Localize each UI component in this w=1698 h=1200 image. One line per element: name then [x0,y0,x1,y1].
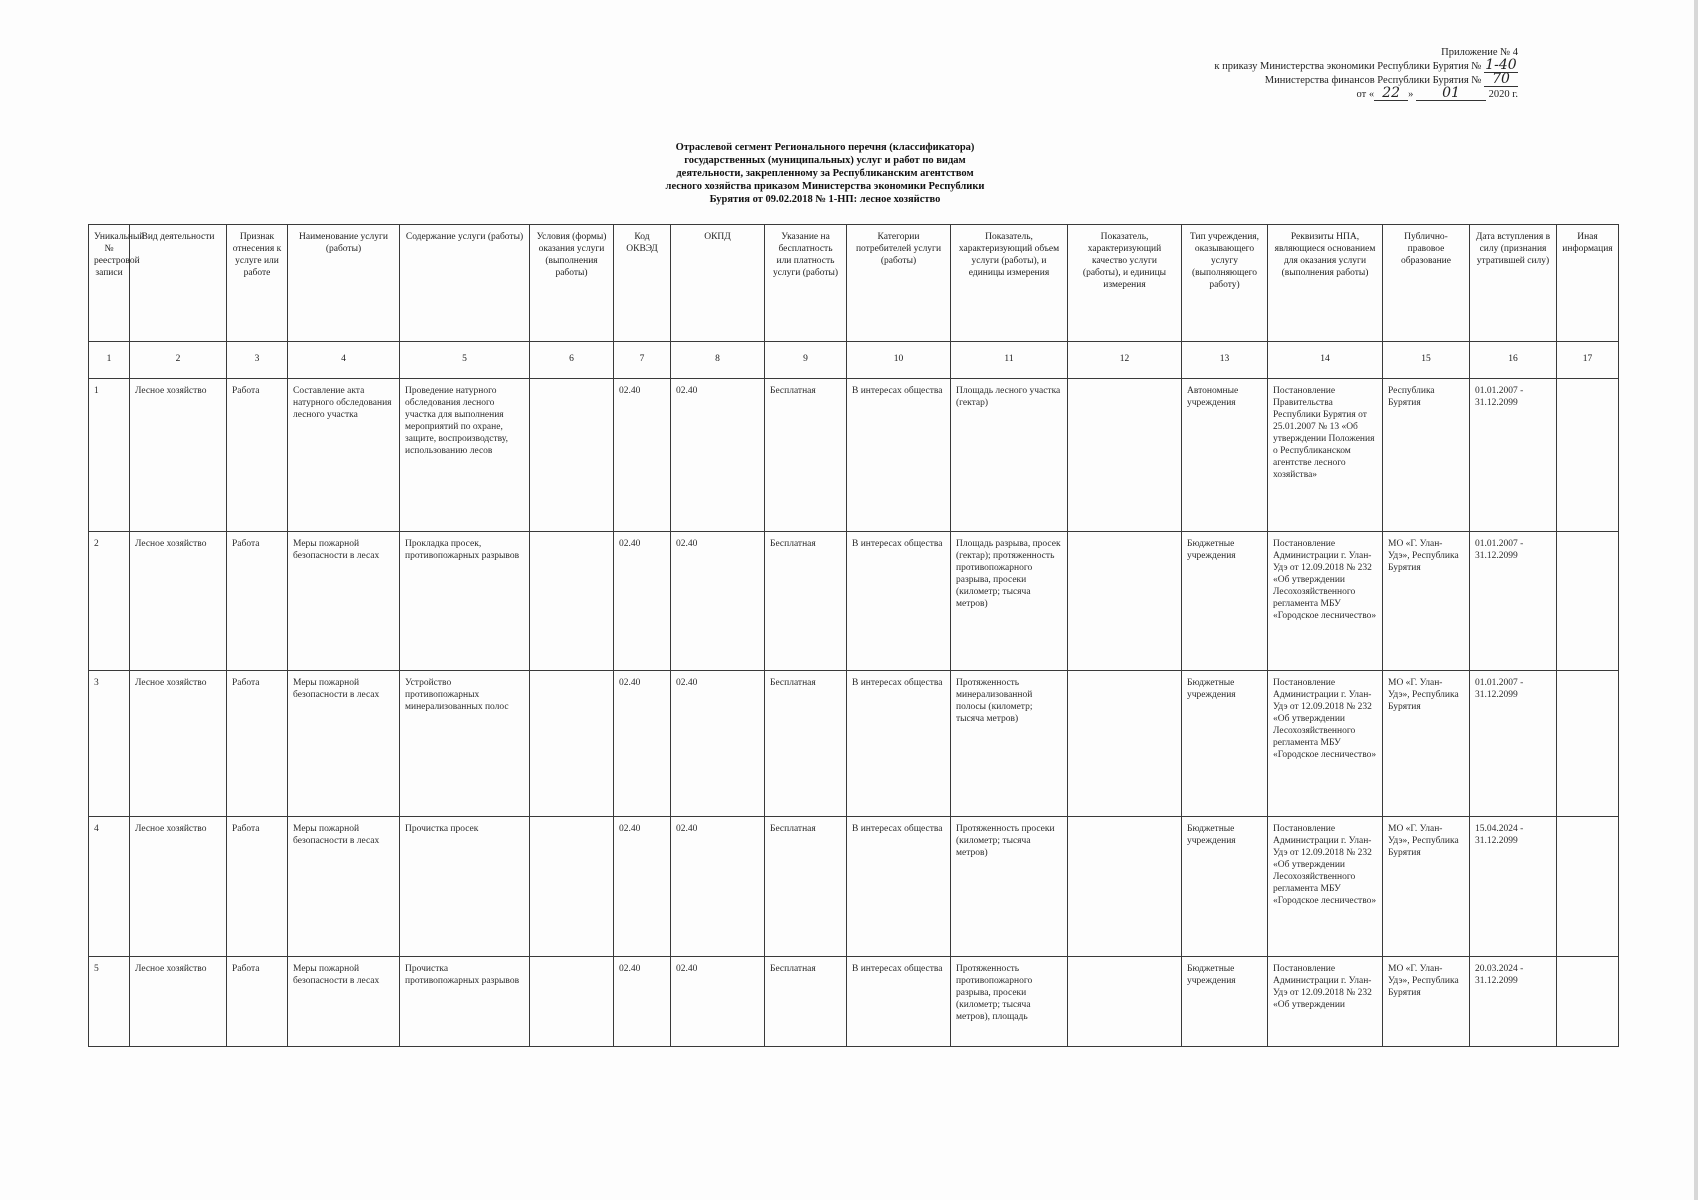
cell-id: 1 [89,379,130,532]
appendix-line-2 [1214,59,1518,73]
cell-name: Меры пожарной безопасности в лесах [288,671,400,817]
column-number: 12 [1068,342,1182,379]
cell-entity: МО «Г. Улан-Удэ», Республика Бурятия [1383,817,1470,957]
cell-other [1557,817,1619,957]
cell-npa: Постановление Администрации г. Улан-Удэ от 12.09.2018 № 232 «Об утверждении [1268,957,1383,1047]
cell-okpd: 02.40 [671,957,765,1047]
cell-other [1557,532,1619,671]
cell-okved: 02.40 [614,532,671,671]
cell-institution: Бюджетные учреждения [1182,671,1268,817]
cell-entity: МО «Г. Улан-Удэ», Республика Бурятия [1383,532,1470,671]
appendix-line-1: Приложение № 4 [1441,47,1518,58]
header-row [89,225,1619,342]
handwritten-day: 22 [1374,87,1408,101]
date-mid: » [1408,89,1414,100]
table-row [89,957,1619,1047]
table-row [89,379,1619,532]
column-number: 1 [89,342,130,379]
cell-conditions [530,671,614,817]
column-header: Иная информация [1557,225,1619,342]
cell-npa: Постановление Правительства Республики Бурятия от 25.01.2007 № 13 «Об утверждении Положения о Республиканском агентстве лесного хозяйства» [1268,379,1383,532]
column-header: Вид деятельности [130,225,227,342]
document-title [610,141,1040,206]
cell-okved: 02.40 [614,817,671,957]
cell-date: 01.01.2007 - 31.12.2099 [1470,671,1557,817]
column-number: 15 [1383,342,1470,379]
column-header: Категории потребителей услуги (работы) [847,225,951,342]
cell-type: Работа [227,379,288,532]
cell-quality [1068,532,1182,671]
cell-volume: Протяженность противопожарного разрыва, просеки (километр; тысяча метров), площадь [951,957,1068,1047]
cell-content: Прочистка противопожарных разрывов [400,957,530,1047]
cell-activity: Лесное хозяйство [130,532,227,671]
column-number: 9 [765,342,847,379]
cell-volume: Площадь разрыва, просек (гектар); протяженность противопожарного разрыва, просеки (километр; тысяча метров) [951,532,1068,671]
appendix-order-finance: Министерства финансов Республики Бурятия № [1264,75,1482,86]
cell-paid: Бесплатная [765,379,847,532]
cell-other [1557,671,1619,817]
column-number: 10 [847,342,951,379]
column-number: 6 [530,342,614,379]
cell-entity: МО «Г. Улан-Удэ», Республика Бурятия [1383,671,1470,817]
appendix-order-economy: к приказу Министерства экономики Республики Бурятия № [1214,61,1482,72]
appendix-header [1214,46,1518,101]
column-number: 11 [951,342,1068,379]
cell-npa: Постановление Администрации г. Улан-Удэ от 12.09.2018 № 232 «Об утверждении Лесохозяйственного регламента МБУ «Городское лесничество» [1268,671,1383,817]
handwritten-month: 01 [1416,87,1486,101]
cell-activity: Лесное хозяйство [130,379,227,532]
cell-okved: 02.40 [614,957,671,1047]
column-header: Публично-правовое образование [1383,225,1470,342]
table-row [89,671,1619,817]
cell-name: Меры пожарной безопасности в лесах [288,532,400,671]
cell-id: 5 [89,957,130,1047]
cell-quality [1068,957,1182,1047]
title-line-4: лесного хозяйства приказом Министерства экономики Республики [665,181,985,192]
cell-content: Прокладка просек, противопожарных разрывов [400,532,530,671]
cell-okved: 02.40 [614,379,671,532]
cell-conditions [530,532,614,671]
cell-institution: Бюджетные учреждения [1182,817,1268,957]
cell-id: 3 [89,671,130,817]
column-header: Код ОКВЭД [614,225,671,342]
column-number: 3 [227,342,288,379]
cell-okved: 02.40 [614,671,671,817]
column-header: Тип учреждения, оказывающего услугу (выполняющего работу) [1182,225,1268,342]
column-number: 4 [288,342,400,379]
cell-conditions [530,379,614,532]
appendix-date [1214,87,1518,101]
column-number: 16 [1470,342,1557,379]
cell-name: Меры пожарной безопасности в лесах [288,817,400,957]
cell-activity: Лесное хозяйство [130,957,227,1047]
cell-quality [1068,817,1182,957]
cell-okpd: 02.40 [671,532,765,671]
column-header: Реквизиты НПА, являющиеся основанием для оказания услуги (выполнения работы) [1268,225,1383,342]
cell-entity: Республика Бурятия [1383,379,1470,532]
cell-entity: МО «Г. Улан-Удэ», Республика Бурятия [1383,957,1470,1047]
cell-npa: Постановление Администрации г. Улан-Удэ от 12.09.2018 № 232 «Об утверждении Лесохозяйственного регламента МБУ «Городское лесничество» [1268,817,1383,957]
cell-name: Меры пожарной безопасности в лесах [288,957,400,1047]
title-line-3: деятельности, закрепленному за Республиканским агентством [676,168,974,179]
cell-content: Проведение натурного обследования лесного участка для выполнения мероприятий по охране, защите, воспроизводству, использованию лесов [400,379,530,532]
column-header: Признак отнесения к услуге или работе [227,225,288,342]
column-number-row [89,342,1619,379]
cell-institution: Бюджетные учреждения [1182,532,1268,671]
column-header: Указание на бесплатность или платность услуги (работы) [765,225,847,342]
handwritten-order-number: 1-40 [1485,57,1517,73]
date-year: 2020 г. [1488,89,1518,100]
column-number: 17 [1557,342,1619,379]
column-number: 8 [671,342,765,379]
column-header: Наименование услуги (работы) [288,225,400,342]
cell-volume: Протяженность минерализованной полосы (километр; тысяча метров) [951,671,1068,817]
column-header: Содержание услуги (работы) [400,225,530,342]
cell-type: Работа [227,957,288,1047]
column-number: 5 [400,342,530,379]
column-number: 2 [130,342,227,379]
cell-name: Составление акта натурного обследования лесного участка [288,379,400,532]
date-prefix: от « [1356,89,1375,100]
cell-conditions [530,817,614,957]
title-line-1: Отраслевой сегмент Регионального перечня (классификатора) [675,142,975,153]
column-header: Уникальный № реестровой записи [89,225,130,342]
cell-date: 20.03.2024 - 31.12.2099 [1470,957,1557,1047]
table-row [89,817,1619,957]
cell-okpd: 02.40 [671,379,765,532]
cell-consumers: В интересах общества [847,817,951,957]
cell-okpd: 02.40 [671,671,765,817]
cell-id: 4 [89,817,130,957]
cell-volume: Площадь лесного участка (гектар) [951,379,1068,532]
cell-other [1557,957,1619,1047]
cell-id: 2 [89,532,130,671]
title-line-2: государственных (муниципальных) услуг и работ по видам [684,155,966,166]
page-edge [1694,0,1698,1200]
cell-paid: Бесплатная [765,671,847,817]
cell-institution: Бюджетные учреждения [1182,957,1268,1047]
cell-date: 01.01.2007 - 31.12.2099 [1470,532,1557,671]
cell-paid: Бесплатная [765,817,847,957]
cell-type: Работа [227,817,288,957]
cell-npa: Постановление Администрации г. Улан-Удэ от 12.09.2018 № 232 «Об утверждении Лесохозяйственного регламента МБУ «Городское лесничество» [1268,532,1383,671]
cell-activity: Лесное хозяйство [130,817,227,957]
cell-content: Устройство противопожарных минерализованных полос [400,671,530,817]
handwritten-finance-number: 70 [1484,73,1518,87]
table-row [89,532,1619,671]
column-header: Дата вступления в силу (признания утратившей силу) [1470,225,1557,342]
cell-other [1557,379,1619,532]
cell-type: Работа [227,532,288,671]
cell-type: Работа [227,671,288,817]
cell-content: Прочистка просек [400,817,530,957]
cell-paid: Бесплатная [765,532,847,671]
cell-activity: Лесное хозяйство [130,671,227,817]
column-number: 14 [1268,342,1383,379]
column-header: Условия (формы) оказания услуги (выполнения работы) [530,225,614,342]
cell-consumers: В интересах общества [847,957,951,1047]
cell-consumers: В интересах общества [847,671,951,817]
column-number: 7 [614,342,671,379]
registry-table [88,224,1619,1047]
cell-date: 01.01.2007 - 31.12.2099 [1470,379,1557,532]
cell-quality [1068,379,1182,532]
cell-volume: Протяженность просеки (километр; тысяча метров) [951,817,1068,957]
cell-conditions [530,957,614,1047]
cell-paid: Бесплатная [765,957,847,1047]
column-header: Показатель, характеризующий объем услуги (работы), и единицы измерения [951,225,1068,342]
cell-okpd: 02.40 [671,817,765,957]
column-number: 13 [1182,342,1268,379]
column-header: Показатель, характеризующий качество услуги (работы), и единицы измерения [1068,225,1182,342]
cell-date: 15.04.2024 - 31.12.2099 [1470,817,1557,957]
title-line-5: Бурятия от 09.02.2018 № 1-НП: лесное хозяйство [709,194,941,205]
column-header: ОКПД [671,225,765,342]
cell-consumers: В интересах общества [847,379,951,532]
cell-institution: Автономные учреждения [1182,379,1268,532]
cell-consumers: В интересах общества [847,532,951,671]
appendix-line-3 [1214,73,1518,87]
cell-quality [1068,671,1182,817]
